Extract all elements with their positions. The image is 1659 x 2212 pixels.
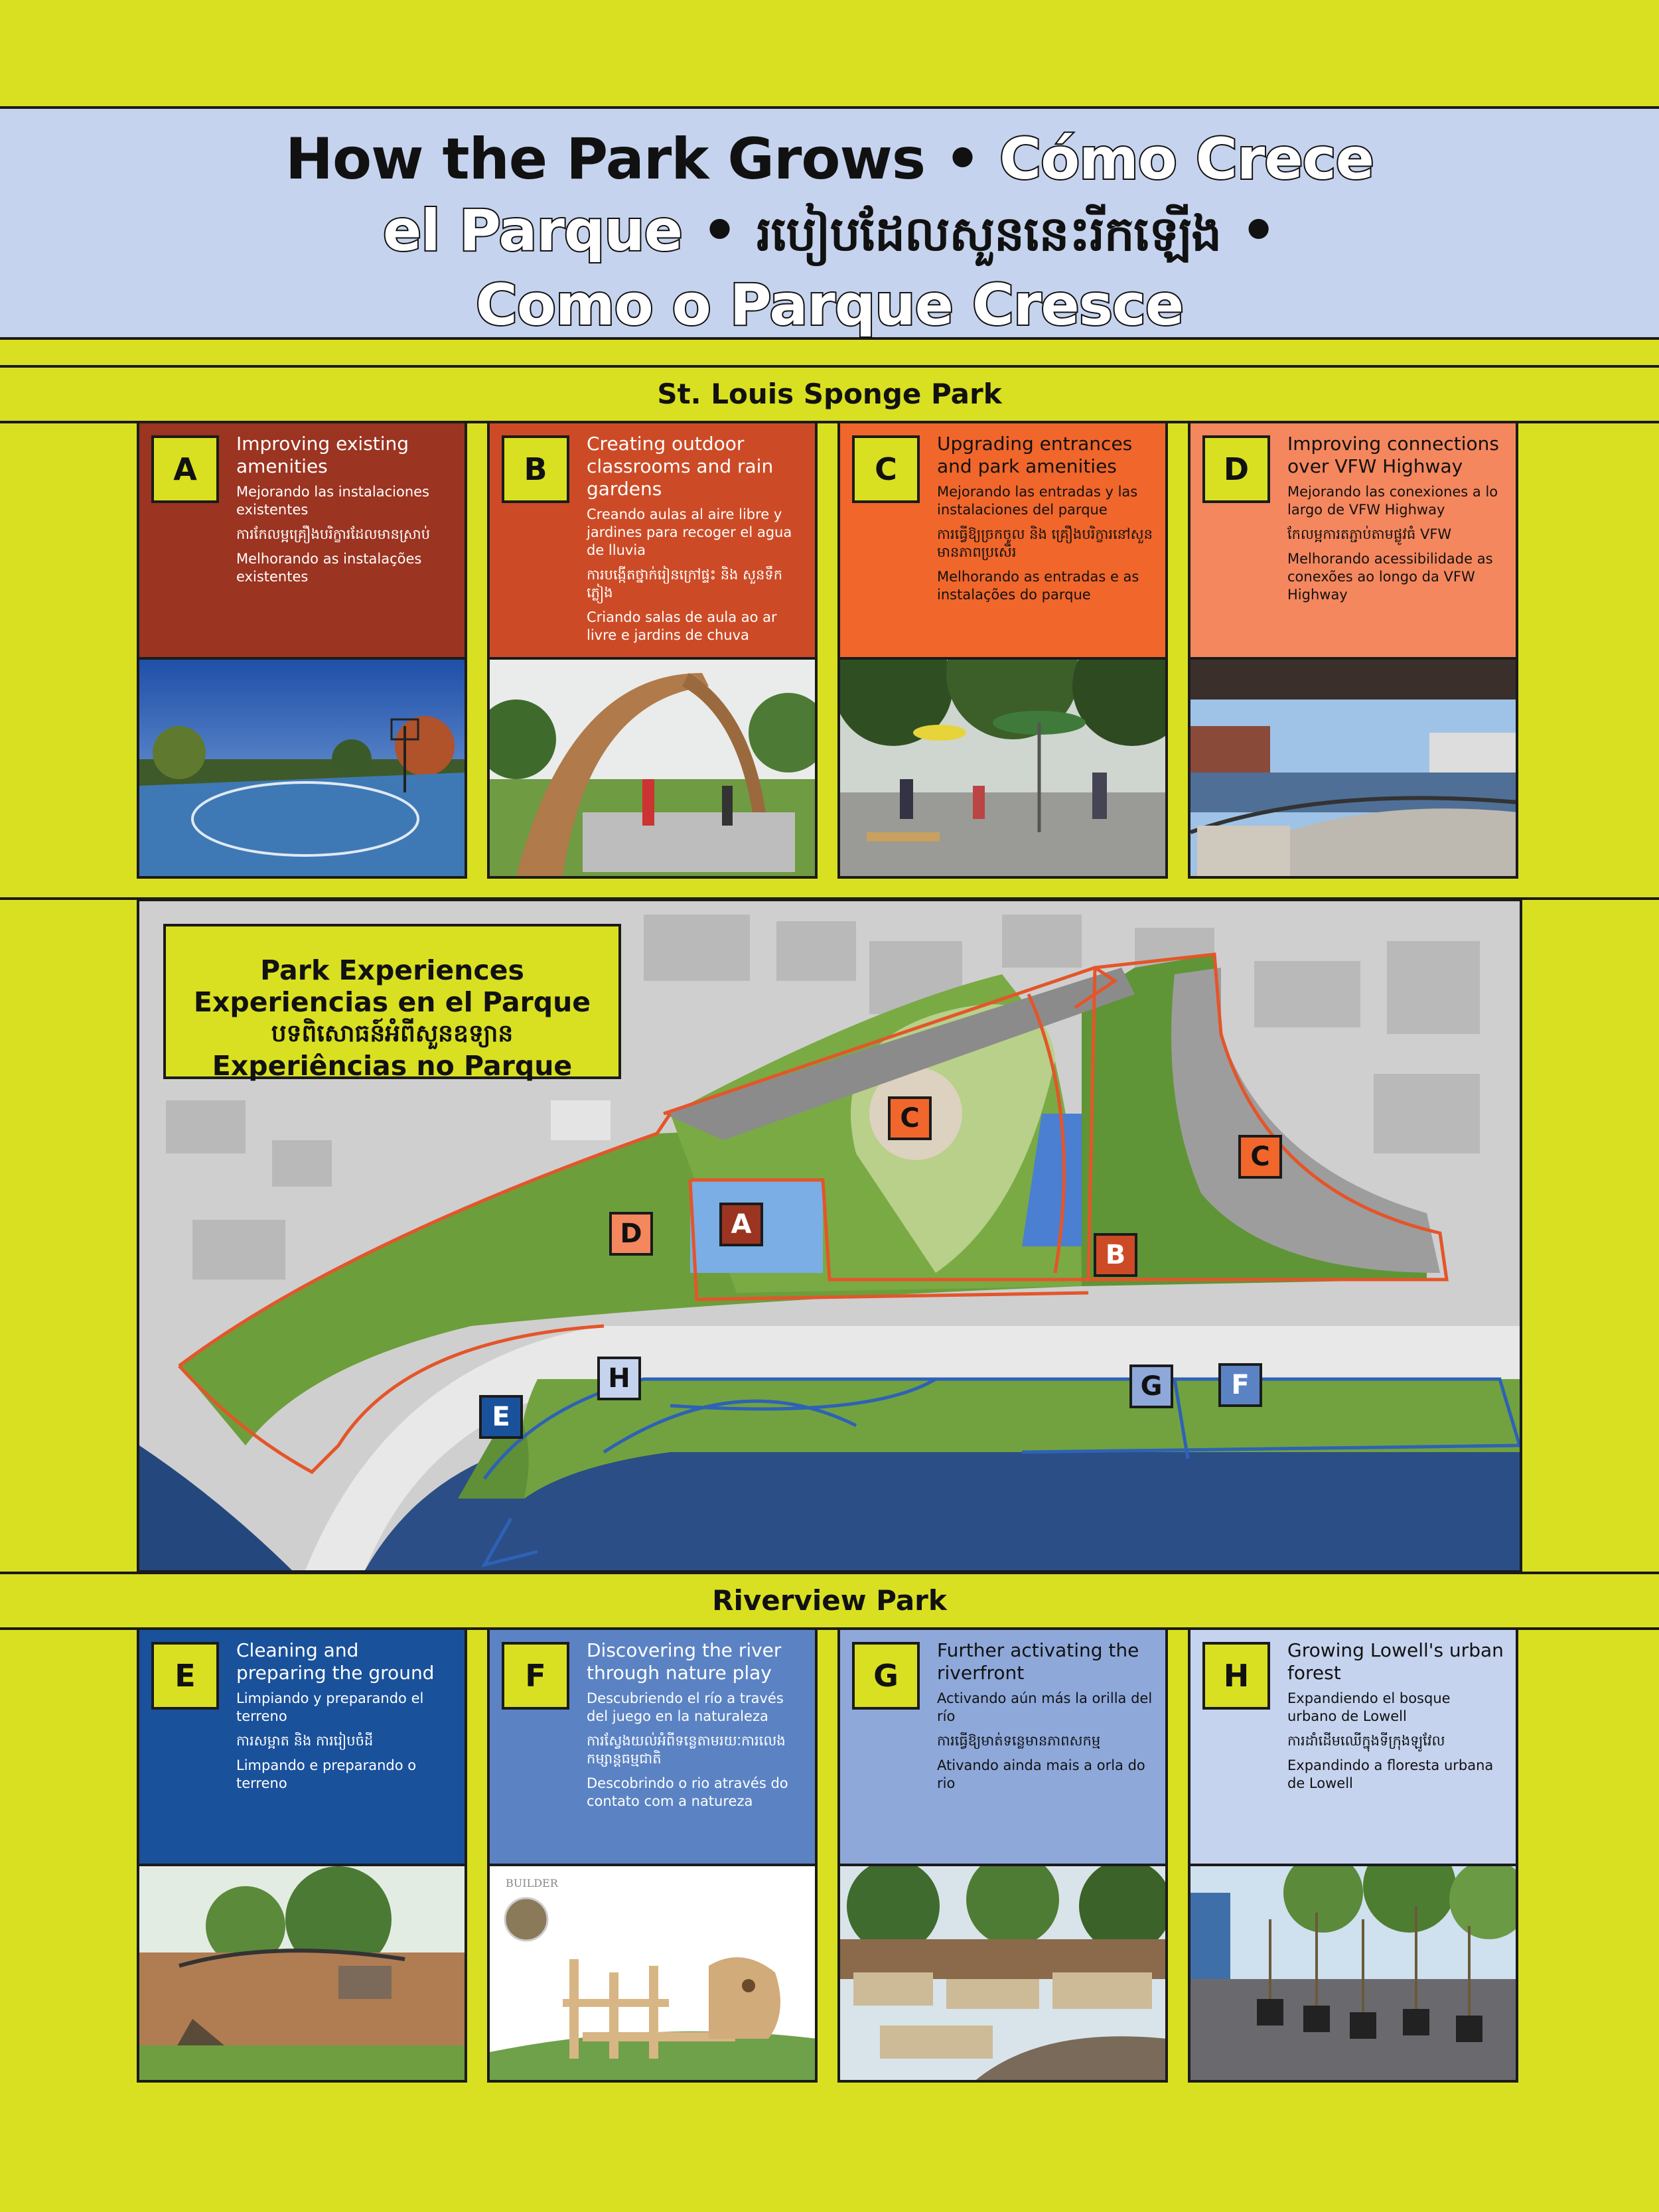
title-line-1: How the Park Grows • Cómo Crece xyxy=(285,126,1374,192)
card-pt: Melhorando as entradas e as instalações do parque xyxy=(937,569,1139,603)
card-es: Creando aulas al aire libre y jardines para recoger el agua de lluvia xyxy=(587,506,792,558)
park-entrance-photo xyxy=(840,657,1165,876)
legend-km: បទពិសោធន៍អំពីសួនឧទ្យាន xyxy=(271,1020,514,1047)
highway-connection-photo xyxy=(1190,657,1516,876)
map-marker-e: E xyxy=(479,1395,523,1439)
title-en: How the Park Grows xyxy=(285,126,926,192)
legend-es: Experiencias en el Parque xyxy=(193,986,591,1018)
card-e xyxy=(137,1627,467,2083)
card-title: Cleaning and preparing the ground xyxy=(236,1639,435,1684)
map-marker-c: C xyxy=(1238,1135,1282,1179)
card-km: ការកែលម្អគ្រឿងបរិក្ខារដែលមានស្រាប់ xyxy=(236,526,431,542)
builder-caption: BUILDER xyxy=(506,1877,558,1889)
card-pt: Criando salas de aula ao ar livre e jardins de chuva xyxy=(587,609,777,643)
card-km: ការធ្វើឱ្យមាត់ទន្លេមានភាពសកម្ម xyxy=(937,1733,1101,1749)
title-pt: Como o Parque Cresce xyxy=(475,272,1184,338)
basketball-court-photo xyxy=(139,657,465,876)
legend-pt: Experiências no Parque xyxy=(212,1050,573,1082)
nature-play-photo xyxy=(490,1864,815,2083)
card-badge: F xyxy=(502,1642,569,1710)
card-badge: E xyxy=(151,1642,219,1710)
card-es: Limpiando y preparando el terreno xyxy=(236,1690,424,1724)
card-es: Descubriendo el río a través del juego en la naturaleza xyxy=(587,1690,784,1724)
card-pt: Limpando e preparando o terreno xyxy=(236,1757,417,1791)
outdoor-classroom-photo xyxy=(490,657,815,876)
map-marker-h: H xyxy=(597,1357,641,1400)
card-badge: H xyxy=(1202,1642,1270,1710)
riverview-park-heading: Riverview Park xyxy=(0,1572,1659,1630)
card-d xyxy=(1188,421,1518,879)
card-pt: Melhorando acessibilidade as conexões ao longo da VFW Highway xyxy=(1287,551,1493,603)
card-km: ការបង្កើតថ្នាក់រៀនក្រៅផ្ទះ និង សួនទឹកភ្លៀង xyxy=(587,567,783,601)
card-km: ការសម្អាត និង ការរៀបចំដី xyxy=(236,1733,374,1749)
card-km: ការធ្វើឱ្យច្រកចូល និង គ្រឿងបរិក្ខារនៅសួនមានភាពប្រសើរ xyxy=(937,526,1153,560)
riverfront-photo xyxy=(840,1864,1165,2083)
card-g xyxy=(837,1627,1168,2083)
card-pt: Descobrindo o rio através do contato com a natureza xyxy=(587,1775,788,1809)
map-marker-g: G xyxy=(1129,1364,1173,1408)
card-es: Mejorando las instalaciones existentes xyxy=(236,484,429,518)
ground-preparation-photo xyxy=(139,1864,465,2083)
card-km: ការដាំដើមឈើក្នុងទីក្រុងឡូវែល xyxy=(1287,1733,1445,1749)
card-title: Further activating the riverfront xyxy=(937,1639,1139,1684)
card-title: Improving connections over VFW Highway xyxy=(1287,433,1499,477)
map-marker-f: F xyxy=(1218,1363,1262,1407)
card-km: ការស្វែងយល់អំពីទន្លេតាមរយៈការលេងកម្សាន្តធម្មជាតិ xyxy=(587,1733,786,1767)
card-f xyxy=(487,1627,818,2083)
sponge-park-heading: St. Louis Sponge Park xyxy=(0,365,1659,423)
card-es: Mejorando las entradas y las instalaciones del parque xyxy=(937,484,1138,518)
card-badge: C xyxy=(852,435,920,503)
card-c xyxy=(837,421,1168,879)
card-es: Activando aún más la orilla del río xyxy=(937,1690,1153,1724)
park-map xyxy=(137,899,1522,1573)
card-es: Expandiendo el bosque urbano de Lowell xyxy=(1287,1690,1451,1724)
card-h xyxy=(1188,1627,1518,2083)
map-marker-c: C xyxy=(888,1096,932,1140)
title-es-part1: Cómo Crece xyxy=(999,126,1374,192)
card-title: Improving existing amenities xyxy=(236,433,409,477)
title-es-part2: el Parque xyxy=(382,198,682,264)
title-line-2: el Parque • របៀបដែលសួននេះរីកឡើង • xyxy=(382,198,1277,264)
card-title: Creating outdoor classrooms and rain gardens xyxy=(587,433,774,500)
card-badge: G xyxy=(852,1642,920,1710)
card-badge: D xyxy=(1202,435,1270,503)
card-pt: Expandindo a floresta urbana de Lowell xyxy=(1287,1757,1494,1791)
legend-en: Park Experiences xyxy=(260,954,524,986)
title-km: របៀបដែលសួននេះរីកឡើង xyxy=(756,206,1222,261)
card-pt: Ativando ainda mais a orla do rio xyxy=(937,1757,1145,1791)
card-badge: B xyxy=(502,435,569,503)
card-pt: Melhorando as instalações existentes xyxy=(236,551,422,585)
urban-forest-photo xyxy=(1190,1864,1516,2083)
map-legend xyxy=(163,924,621,1082)
map-marker-a: A xyxy=(719,1203,763,1246)
card-es: Mejorando las conexiones a lo largo de VFW Highway xyxy=(1287,484,1498,518)
card-a xyxy=(137,421,467,879)
card-title: Growing Lowell's urban forest xyxy=(1287,1639,1504,1684)
card-badge: A xyxy=(151,435,219,503)
card-title: Upgrading entrances and park amenities xyxy=(937,433,1133,477)
card-km: កែលម្អការតភ្ជាប់តាមផ្លូវធំ VFW xyxy=(1287,526,1452,542)
card-b xyxy=(487,421,818,879)
title-line-3 xyxy=(100,269,1559,341)
title-band xyxy=(0,106,1659,340)
map-marker-d: D xyxy=(609,1212,653,1256)
map-marker-b: B xyxy=(1094,1233,1137,1277)
card-title: Discovering the river through nature play xyxy=(587,1639,782,1684)
